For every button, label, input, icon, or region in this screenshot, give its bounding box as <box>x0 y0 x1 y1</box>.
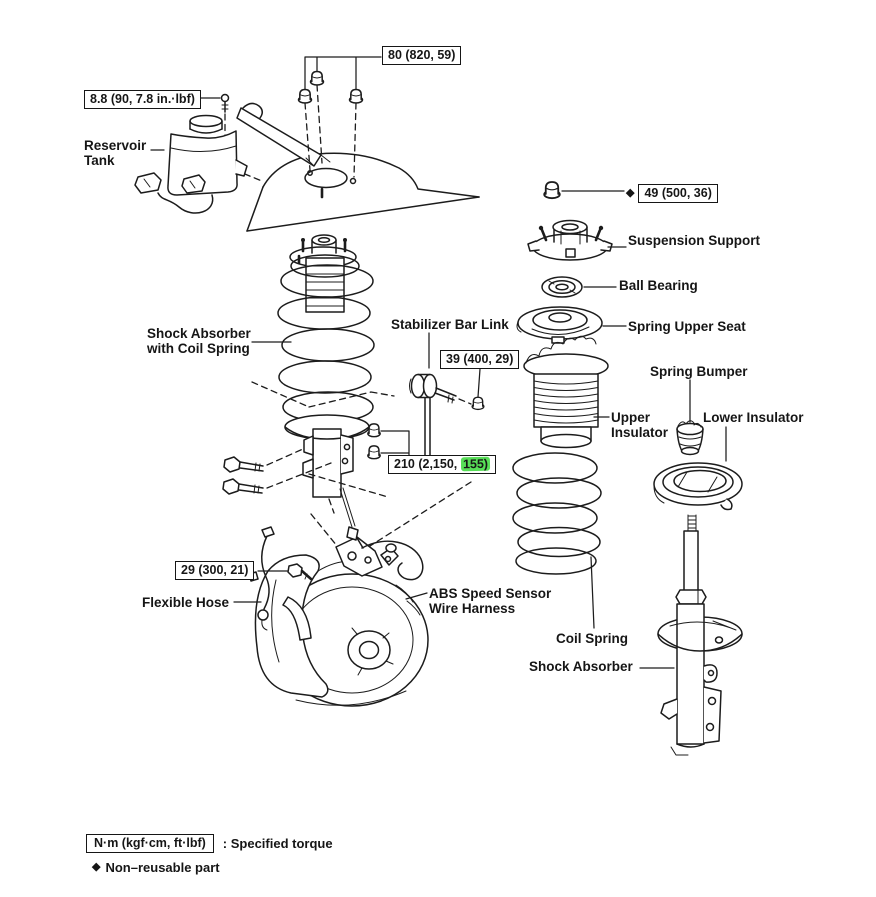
legend-torque-meaning: : Specified torque <box>222 836 333 851</box>
label-lower-insulator: Lower Insulator <box>703 410 804 425</box>
torque-value: 8.8 (90, 7.8 in.·lbf) <box>84 90 201 109</box>
label-abs-wire-harness: ABS Speed Sensor Wire Harness <box>429 586 552 617</box>
non-reusable-diamond-icon: ◆ <box>92 861 101 873</box>
support-nut-drawing <box>544 182 624 198</box>
torque-value-highlighted: 155) <box>462 456 488 472</box>
label-reservoir-tank: Reservoir Tank <box>84 138 147 169</box>
upper-insulator-drawing <box>524 336 609 447</box>
ball-bearing-drawing <box>542 277 616 297</box>
strut-with-spring-drawing <box>252 235 374 513</box>
torque-box-flexible-hose-bolt <box>175 561 254 580</box>
torque-box-support-nut <box>626 184 718 203</box>
torque-value: 80 (820, 59) <box>382 46 461 65</box>
torque-box-body-mount-nuts <box>382 46 461 65</box>
torque-value: 49 (500, 36) <box>638 184 717 203</box>
torque-value: 29 (300, 21) <box>175 561 254 580</box>
spring-bumper-drawing <box>677 380 703 455</box>
legend-non-reusable <box>92 860 220 875</box>
torque-box-reservoir-bolt <box>84 90 201 109</box>
legend-torque <box>86 834 333 853</box>
torque-value <box>388 455 496 474</box>
label-shock-absorber: Shock Absorber <box>529 659 633 674</box>
torque-value-prefix: 210 (2,150, <box>394 457 458 471</box>
suspension-support-drawing <box>528 221 626 261</box>
label-stabilizer-bar-link: Stabilizer Bar Link <box>391 317 509 332</box>
torque-value: 39 (400, 29) <box>440 350 519 369</box>
label-upper-insulator: Upper Insulator <box>611 410 669 441</box>
shock-absorber-drawing <box>640 515 742 755</box>
label-spring-bumper: Spring Bumper <box>650 364 748 379</box>
legend-non-reusable-text: Non–reusable part <box>105 860 220 875</box>
label-suspension-support: Suspension Support <box>628 233 761 248</box>
non-reusable-diamond-icon: ◆ <box>626 187 635 199</box>
body-panel-drawing <box>237 103 479 231</box>
label-shock-absorber-with-coil-spring: Shock Absorber with Coil Spring <box>147 326 251 357</box>
legend-torque-box: N·m (kgf·cm, ft·lbf) <box>86 834 214 853</box>
label-spring-upper-seat: Spring Upper Seat <box>628 319 746 334</box>
label-coil-spring: Coil Spring <box>556 631 628 646</box>
label-flexible-hose: Flexible Hose <box>142 595 230 610</box>
torque-box-stabilizer-link-nut <box>440 350 519 369</box>
spring-upper-seat-drawing <box>517 307 626 343</box>
torque-box-strut-bracket <box>388 455 496 474</box>
label-ball-bearing: Ball Bearing <box>619 278 698 293</box>
